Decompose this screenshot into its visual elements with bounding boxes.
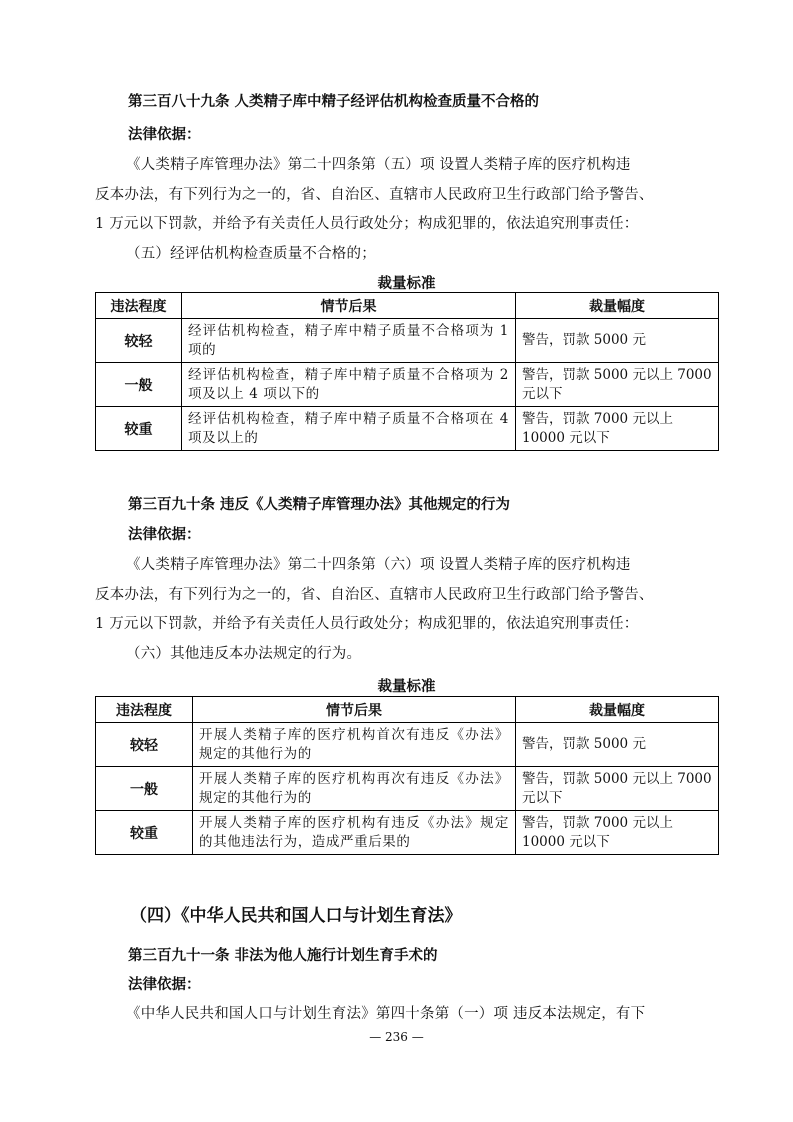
table-header-row	[96, 697, 719, 723]
header-penalty: 裁量幅度	[516, 293, 719, 319]
table-row	[96, 319, 719, 363]
article-389-basis-line: 《人类精子库管理办法》第二十四条第（五）项 设置人类精子库的医疗机构违	[126, 157, 631, 173]
header-level: 违法程度	[96, 293, 182, 319]
article-389-basis-line: 反本办法，有下列行为之一的，省、自治区、直辖市人民政府卫生行政部门给予警告、	[95, 187, 654, 203]
consequence-cell: 经评估机构检查，精子库中精子质量不合格项为 1 项的	[182, 319, 516, 363]
table-row	[96, 811, 719, 855]
article-390-basis-line: 反本办法，有下列行为之一的，省、自治区、直辖市人民政府卫生行政部门给予警告、	[95, 587, 654, 603]
article-390-title: 第三百九十条 违反《人类精子库管理办法》其他规定的行为	[128, 497, 511, 513]
article-389-basis-line: 1 万元以下罚款，并给予有关责任人员行政处分；构成犯罪的，依法追究刑事责任：	[95, 216, 639, 232]
header-consequence: 情节后果	[193, 697, 516, 723]
table-row	[96, 363, 719, 407]
header-level: 违法程度	[96, 697, 193, 723]
table-header-row	[96, 293, 719, 319]
penalty-cell: 警告，罚款 5000 元	[516, 723, 719, 767]
article-390-basis-line: （六）其他违反本办法规定的行为。	[126, 646, 362, 662]
article-390-basis-line: 1 万元以下罚款，并给予有关责任人员行政处分；构成犯罪的，依法追究刑事责任：	[95, 616, 639, 632]
page-number: — 236 —	[369, 1030, 424, 1044]
article-390-discretion-table	[95, 696, 719, 855]
section-4-title: （四）《中华人民共和国人口与计划生育法》	[130, 906, 462, 926]
article-391-title: 第三百九十一条 非法为他人施行计划生育手术的	[128, 948, 438, 964]
penalty-cell: 警告，罚款 5000 元以上 7000 元以下	[516, 363, 719, 407]
article-391-basis-line: 《中华人民共和国人口与计划生育法》第四十条第（一）项 违反本法规定，有下	[126, 1006, 646, 1022]
article-390-table-caption: 裁量标准	[377, 679, 436, 695]
article-390-basis-line: 《人类精子库管理办法》第二十四条第（六）项 设置人类精子库的医疗机构违	[126, 557, 631, 573]
article-391-basis-label: 法律依据：	[128, 977, 201, 993]
level-cell: 较重	[96, 407, 182, 451]
consequence-cell: 经评估机构检查，精子库中精子质量不合格项在 4 项及以上的	[182, 407, 516, 451]
table-row	[96, 723, 719, 767]
consequence-cell: 开展人类精子库的医疗机构再次有违反《办法》规定的其他行为的	[193, 767, 516, 811]
table-row	[96, 767, 719, 811]
level-cell: 一般	[96, 767, 193, 811]
article-389-basis-label: 法律依据：	[128, 127, 201, 143]
level-cell: 较重	[96, 811, 193, 855]
header-penalty: 裁量幅度	[516, 697, 719, 723]
penalty-cell: 警告，罚款 7000 元以上 10000 元以下	[516, 811, 719, 855]
consequence-cell: 开展人类精子库的医疗机构有违反《办法》规定的其他违法行为，造成严重后果的	[193, 811, 516, 855]
article-389-table-caption: 裁量标准	[377, 276, 436, 292]
consequence-cell: 经评估机构检查，精子库中精子质量不合格项为 2 项及以上 4 项以下的	[182, 363, 516, 407]
consequence-cell: 开展人类精子库的医疗机构首次有违反《办法》规定的其他行为的	[193, 723, 516, 767]
header-consequence: 情节后果	[182, 293, 516, 319]
penalty-cell: 警告，罚款 5000 元	[516, 319, 719, 363]
article-389-title: 第三百八十九条 人类精子库中精子经评估机构检查质量不合格的	[128, 94, 540, 110]
level-cell: 一般	[96, 363, 182, 407]
table-row	[96, 407, 719, 451]
article-390-basis-label: 法律依据：	[128, 527, 201, 543]
article-389-discretion-table	[95, 292, 719, 451]
level-cell: 较轻	[96, 723, 193, 767]
level-cell: 较轻	[96, 319, 182, 363]
penalty-cell: 警告，罚款 7000 元以上 10000 元以下	[516, 407, 719, 451]
penalty-cell: 警告，罚款 5000 元以上 7000 元以下	[516, 767, 719, 811]
article-389-basis-line: （五）经评估机构检查质量不合格的；	[126, 246, 376, 262]
